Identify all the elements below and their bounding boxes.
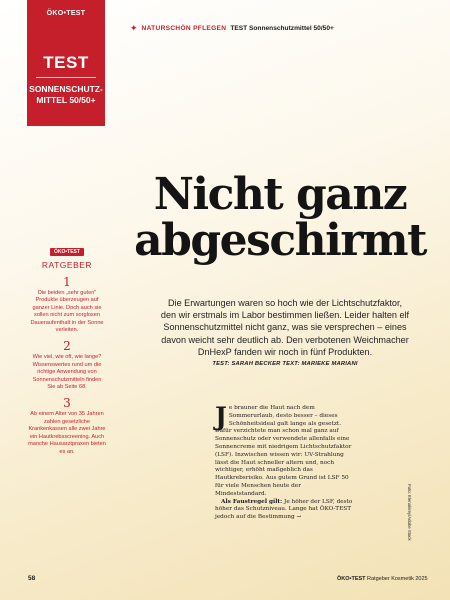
maple-leaf-icon: ✦ (130, 23, 138, 33)
article-body (215, 402, 353, 522)
body-text: Je höher der LSF, desto höher das Schutzniveau. Lange hat ÖKO-TEST jedoch auf die Bestimmung (215, 498, 353, 521)
tip-text: Die beiden „sehr guten" Produkte überzeugen auf ganzer Linie. Doch auch sie sollen nicht zum sorglosen Daueraufenthalt in der Sonne verleiten. (30, 290, 104, 334)
divider (36, 77, 96, 78)
body-paragraph (215, 402, 353, 499)
byline: TEST: SARAH BECKER TEXT: MARIEKE MARIANI (212, 361, 358, 367)
brand-logo: ÖKO•TEST (46, 10, 86, 17)
body-paragraph (215, 499, 353, 522)
topic-line-2: MITTEL 50/50+ (36, 95, 96, 105)
drop-cap: J (215, 402, 227, 431)
sidebar-title: RATGEBER (41, 260, 93, 270)
footer-issue: Ratgeber Kosmetik 2025 (367, 576, 428, 582)
photo-credit: Foto: Elenakirey/Adobe Stock (407, 484, 412, 541)
body-lead-in: Als Faustregel gilt: (221, 498, 283, 505)
tip-text: Ab einem Alter von 35 Jahren zahlen gesetzliche Krankenkassen alle zwei Jahre ein Hautkrebsscreening. Auch manche Hausarztpraxen bieten es an. (28, 411, 106, 455)
headline-line-2: abgeschirmt (134, 215, 426, 266)
footer-brand: ÖKO•TEST (337, 576, 366, 582)
kicker-subtitle: TEST Sonnenschutzmittel 50/50+ (230, 25, 334, 32)
kicker-section: NATURSCHÖN PFLEGEN (141, 25, 227, 32)
topic-line-1: SONNENSCHUTZ- (29, 84, 103, 94)
test-label: TEST (43, 53, 89, 72)
tip-text: Wie viel, wie oft, wie lange? Wissenswertes rund um die richtige Anwendung von Sonnenschutzmitteln finden Sie ab Seite 68. (32, 354, 102, 391)
headline (130, 169, 430, 266)
tip-number: 2 (63, 339, 71, 354)
headline-line-1: Nicht ganz (153, 169, 407, 220)
ratgeber-sidebar (28, 240, 106, 456)
section-tab (27, 0, 105, 126)
lead-paragraph: Die Erwartungen waren so hoch wie der Lichtschutzfaktor, den wir erstmals im Labor bestimmen ließen. Leider halten elf Sonnenschutzmittel nicht ganz, was sie versprechen – eines davon weicht sehr deutlich ab. Den verbotenen Weichmacher DnHexP fanden wir noch in fünf Produkten. (160, 298, 410, 357)
body-text: e brauner die Haut nach dem Sommerurlaub, desto besser – dieses Schönheitsideal galt lange als gesetzt. Dafür verzichtete man schon mal ganz auf Sonnenschutz oder verwendete allenfalls eine Sonnencreme mit niedrigem Lichtschutzfaktor (LSF). Inzwischen wissen wir: UV-Strahlung lässt die Haut schneller altern und, noch wichtiger, erhöht maßgeblich das Hautkrebsrisiko. Aus gutem Grund ist LSF 50 für viele Menschen heute der Mindeststandard. (215, 405, 352, 497)
kicker (130, 25, 334, 32)
tip-number: 1 (63, 275, 71, 289)
sidebar-brand-badge: ÖKO•TEST (50, 248, 84, 256)
footer-info (337, 576, 428, 582)
page-number: 58 (28, 575, 36, 582)
tip-number: 3 (63, 396, 71, 411)
continue-arrow-icon: → (296, 514, 302, 521)
